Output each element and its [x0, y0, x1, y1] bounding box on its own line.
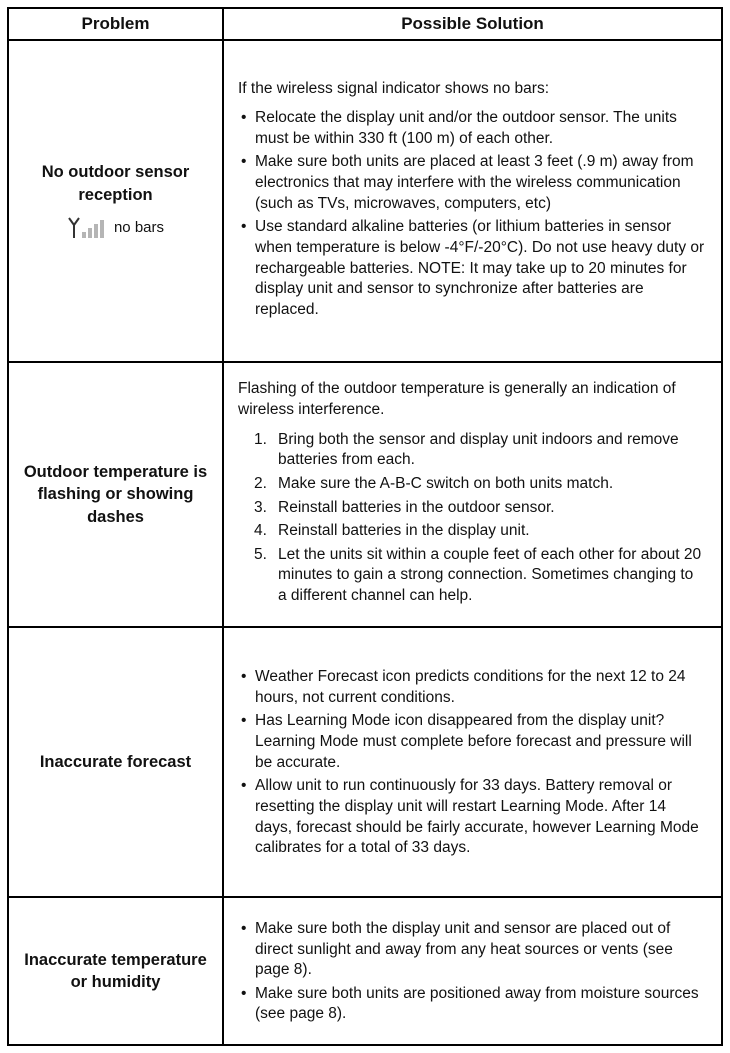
problem-cell — [9, 41, 224, 361]
problem-title: Outdoor temperature is flashing or showing dashes — [23, 463, 208, 526]
problem-title: Inaccurate forecast — [39, 752, 192, 771]
solution-cell — [224, 898, 721, 1044]
bullet-item: • Make sure both units are positioned away from moisture sources (see page 8). — [238, 984, 705, 1025]
solution-step-list — [254, 427, 705, 610]
table-row — [9, 39, 721, 361]
problem-title: Inaccurate temperature or humidity — [24, 950, 207, 991]
bullet-item: • Relocate the display unit and/or the outdoor sensor. The units must be within 330 ft (100 m) of each other. — [238, 108, 705, 149]
signal-indicator-line — [67, 215, 164, 241]
solution-cell — [224, 41, 721, 361]
column-header-problem: Problem — [9, 9, 224, 39]
solution-bullet-list — [238, 105, 705, 323]
step-item: Reinstall batteries in the outdoor sensor. — [278, 498, 555, 516]
bullet-item: • Use standard alkaline batteries (or lithium batteries in sensor when temperature is below -4°F/-20°C). Do not use heavy duty or rechargeable batteries. NOTE: It may take up to 20 minutes for display unit and sensor to synchronize after batteries are replaced. — [238, 217, 705, 320]
solution-bullet-list — [238, 664, 705, 861]
table-row — [9, 896, 721, 1044]
column-header-solution: Possible Solution — [401, 13, 544, 33]
bullet-item: • Has Learning Mode icon disappeared from the display unit? Learning Mode must complete before forecast and pressure will be accurate. — [238, 711, 705, 773]
bullet-item: • Make sure both the display unit and sensor are placed out of direct sunlight and away from any heat sources or vents (see page 8). — [238, 919, 705, 981]
solution-cell — [224, 363, 721, 626]
step-item: Reinstall batteries in the display unit. — [278, 522, 530, 540]
problem-cell — [9, 363, 224, 626]
step-item: Bring both the sensor and display unit indoors and remove batteries from each. — [278, 430, 679, 469]
step-item: Make sure the A-B-C switch on both units match. — [278, 474, 614, 492]
bullet-item: • Allow unit to run continuously for 33 days. Battery removal or resetting the display unit will restart Learning Mode. After 14 days, forecast should be fairly accurate, however Learning Mode calibrates for a total of 33 days. — [238, 776, 705, 858]
table-header-row — [9, 9, 721, 39]
troubleshooting-table — [7, 7, 723, 1046]
table-row — [9, 626, 721, 896]
problem-title: No outdoor sensor reception — [41, 163, 190, 204]
solution-bullet-list — [238, 916, 705, 1028]
solution-intro: Flashing of the outdoor temperature is generally an indication of wireless interference. — [238, 380, 676, 419]
signal-icon-label: no bars — [113, 219, 165, 237]
bullet-item: • Make sure both units are placed at least 3 feet (.9 m) away from electronics that may interfere with the wireless communication (such as TVs, microwaves, computers, etc) — [238, 152, 705, 214]
signal-no-bars-icon — [67, 215, 107, 241]
step-item: Let the units sit within a couple feet of each other for about 20 minutes to gain a strong connection. Sometimes changing to a different channel can help. — [278, 545, 702, 604]
bullet-item: • Weather Forecast icon predicts conditions for the next 12 to 24 hours, not current conditions. — [238, 667, 705, 708]
table-row — [9, 361, 721, 626]
solution-intro: If the wireless signal indicator shows no bars: — [238, 79, 550, 97]
problem-cell — [9, 898, 224, 1044]
problem-cell — [9, 628, 224, 896]
solution-cell — [224, 628, 721, 896]
